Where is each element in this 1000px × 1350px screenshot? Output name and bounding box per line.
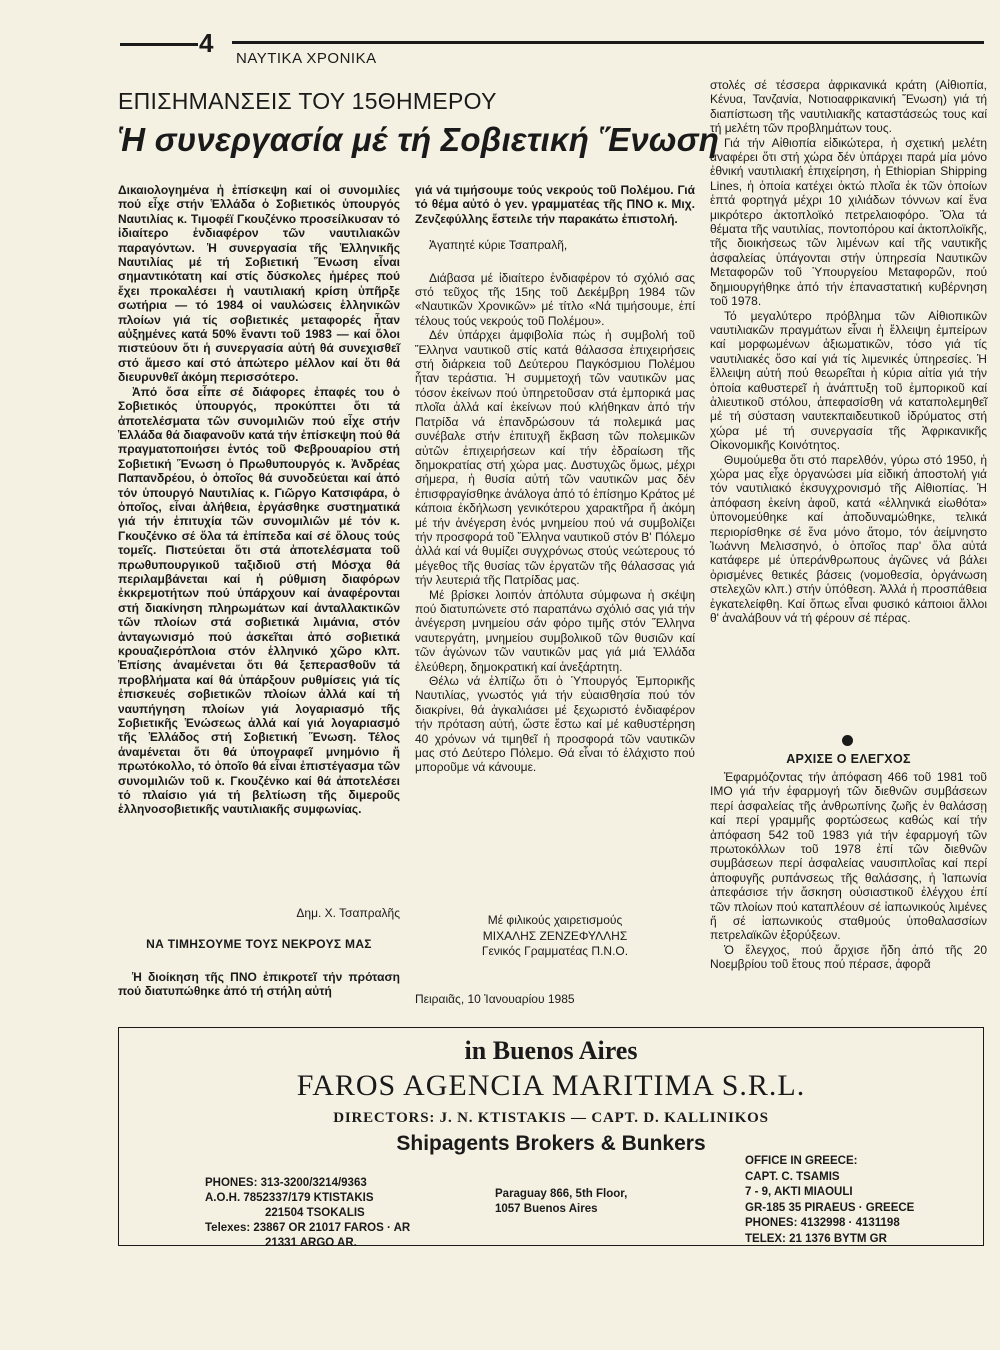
letter-paragraph: Θέλω νά ἐλπίζω ὅτι ὁ Ὑπουργός Ἐμπορικῆς Ναυτιλίας, γνωστός γιά τήν εὐαισθησία πού τόν διακρίνει, θά ἀγκαλιάσει μέ ξεχωριστό ἐνδιαφέρον τήν πρόταση αὐτή, ὥστε ἔστω καί μέ καθυστέρηση 40 χρόνων νά τιμηθεῖ ἡ προσφορά τῶν ναυτικῶν μας στό Δεύτερο Πόλεμο. Θά εἶναι τό ἐλάχιστο πού μποροῦμε νά κάνουμε. <box>415 674 695 775</box>
ad-office-greece <box>745 1154 975 1247</box>
article-paragraph: Ἀπό ὅσα εἶπε σέ διάφορες ἐπαφές του ὁ Σοβιετικός ὑπουργός, προκύπτει ὅτι τά ἀποτελέσματα τῶν συνομιλιῶν πού εἶχε στήν Ἑλλάδα θά διαφανοῦν κατά τήν ἐπίσκεψη πού θά πραγματοποιήσει ἐντός τοῦ Φεβρουαρίου στή Σοβιετική Ἕνωση ὁ Πρωθυπουργός κ. Ἀνδρέας Παπανδρέου, ὁ ὁποῖος θά συνοδεύεται καί ἀπό τόν ὑπουργό Ναυτιλίας κ. Γιῶργο Κατσιφάρα, ὁ ὁποῖος, εἶναι ἀλήθεια, ἐργάσθηκε συστηματικά γιά τήν ἐπιτυχία τῶν συνομιλιῶν μέ τόν κ. Γκουζένκο σέ ὅλα τά ἐπίπεδα καί σέ ὅλους τούς τομεῖς. Πιστεύεται ὅτι στά ἀποτελέσματα τοῦ πρωθυπουργικοῦ ταξιδιοῦ στή Μόσχα θά περιλαμβάνεται καί ἡ ρύθμιση διαφόρων ἐκκρεμοτήτων πού ὑπάρχουν καί ἀναφέρονται στή διακίνηση πληρωμάτων καί ἀνταλλακτικῶν τῶν πλοίων στά σοβιετικά λιμάνια, στόν ἀνταγωνισμό πού ἀσκεῖται ἀπό σοβιετικά κρουαζιερόπλοια στόν ἑλληνικό χῶρο κλπ. Ἐπίσης ἀναμένεται ὅτι θά ξεπερασθοῦν τά προβλήματα καί θά ὑπάρξουν ρυθμίσεις γιά τίς ἐπισκευές σοβιετικῶν πλοίων ἀλλά καί τή ναυπήγηση πλοίων γιά λογαριασμό τῆς Σοβιετικῆς Ἑνώσεως ἀλλά καί γιά λογαριασμό τῆς Ἑλλάδος στή Σοβιετική Ἕνωση. Τέλος ἀναμένεται ὅτι θά ὑπογραφεῖ μνημόνιο ἤ πρωτόκολλο, τό ὁποῖο θά εἶναι ἐπιστέγασμα τῶν συνομιλιῶν τοῦ κ. Γκουζένκο καί θά ἀποτελέσει τό πλαίσιο γιά τή βελτίωση τῆς διμεροῦς ἑλληνοσοβιετικῆς ναυτιλιακῆς συμφωνίας. <box>118 384 400 817</box>
ad-contacts-buenos-aires <box>205 1176 505 1251</box>
section-body <box>710 770 987 972</box>
letter-signer-name: ΜΙΧΑΛΗΣ ΖΕΝΖΕΦΥΛΛΗΣ <box>482 928 628 943</box>
col3-paragraph: Θυμούμεθα ὅτι στό παρελθόν, γύρω στό 1950, ἡ χώρα μας εἶχε ὀργανώσει μία εἰδική ἀποστολή γιά τόν ναυτιλιακό ἐκσυγχρονισμό τῆς Αἰθιοπίας. Ἡ ἀπόφαση ἐκείνη ἀφοῦ, κατά «ἑλληνικά εἰωθότα» ὑπονομεύθηκε καί ἀποδυναμώθηκε, τελικά περιορίσθηκε σέ ἕνα μόνο ἄτομο, τόν ἀείμνηστο Ἰωάννη Μελισσηνό, ὁ ὁποῖος παρ' ὅλα αὐτά κατάφερε μέ ὑπεράνθρωπους ἀγῶνες νά βάλει ὁρισμένες θετικές βάσεις (νομοθεσία, ὀργάνωση στελεχῶν κλπ.) στήν ὑπόθεση. Ἀλλά ἡ προσπάθεια ἐγκατελείφθη. Καί ὅπως εἶναι φυσικό κάποιοι ἄλλοι θ' ἀναλάβουν νά τή φέρουν σέ πέρας. <box>710 452 987 626</box>
section-paragraph: Ὁ ἔλεγχος, πού ἄρχισε ἤδη ἀπό τῆς 20 Νοεμβρίου τοῦ ἔτους πού πέρασε, ἀφορᾶ <box>710 942 987 972</box>
article-byline: Δημ. Χ. Τσαπραλῆς <box>296 906 400 920</box>
ad-aoh: A.O.H. 7852337/179 KTISTAKIS <box>205 1192 374 1204</box>
journal-title: ΝΑΥΤΙΚΑ ΧΡΟΝΙΚΑ <box>236 50 377 67</box>
ad-telexes: Telexes: 23867 OR 21017 FAROS · AR <box>205 1222 411 1234</box>
letter-paragraph: Διάβασα μέ ἰδιαίτερο ἐνδιαφέρον τό σχόλιό σας στό τεῦχος τῆς 15ης τοῦ Δεκέμβρη 1984 τῶν «Ναυτικῶν Χρονικῶν» μέ τίτλο «Νά τιμήσουμε, ἐπί τέλους τούς νεκρούς τοῦ Πολέμου». <box>415 270 695 328</box>
article-paragraph: Δικαιολογημένα ἡ ἐπίσκεψη καί οἱ συνομιλίες πού εἶχε στήν Ἑλλάδα ὁ Σοβιετικός ὑπουργός Ναυτιλίας κ. Τιμοφέϊ Γκουζένκο προσείλκυσαν τό ἰδιαίτερο ἐνδιαφέρον τῶν ναυτιλιακῶν παραγόντων. Ἡ συνεργασία τῆς Ἑλληνικῆς Ναυτιλίας μέ τή Σοβιετική Ἕνωση εἶναι σημαντικότατη καί στίς δύσκολες ἡμέρες πού ἔχει προκαλέσει ἡ ναυτιλιακή κρίση ὑπῆρξε σωτήρια — τό 1984 οἱ ναυλώσεις ἑλληνικῶν πλοίων γιά τίς σοβιετικές μεταφορές ἦταν αὐξημένες κατά 50% ἔναντι τοῦ 1983 — καί ὅλοι πιστεύουν ὅτι ἡ συνεργασία αὐτή θά συνεχισθεῖ στό ἄμεσο καί στό ἀπώτερο μέλλον καί ὅτι θά διευρυνθεῖ ἀκόμη περισσότερο. <box>118 183 400 385</box>
col3-paragraph: στολές σέ τέσσερα ἀφρικανικά κράτη (Αἰθιοπία, Κένυα, Τανζανία, Νοτιοαφρικανική Ἕνωση) γιά τή διαπίστωση τῆς ναυτιλιακῆς καταστάσεώς τους καί τή μελέτη τῶν προβλημάτων τους. <box>710 78 987 136</box>
page-number: 4 <box>199 28 214 58</box>
col3-paragraph: Γιά τήν Αἰθιοπία εἰδικώτερα, ἡ σχετική μελέτη ἀναφέρει ὅτι στή χώρα δέν ὑπάρχει παρά μία μόνο ἐθνική ναυτιλιακή ἐπιχείρηση, ἡ Ethiopian Shipping Lines, ἡ ὁποία κατέχει ὀκτώ πλοῖα ἐκ τῶν ὁποίων ἑπτά φορτηγά μέχρι 10 χιλιάδων τόννων καί ἕνα μικρότερο ἀκτοπλοϊκό πετρελαιοφόρο. Ὅλα τά θέματα τῆς ναυτιλίας, ποντοπόρου καί ἀκτοπλοϊκῆς, τῆς διοικήσεως τῶν λιμένων καί τῆς ναυτικῆς ἀσφαλείας ὑπάγονται στήν ὑπηρεσία Ναυτικῶν Μεταφορῶν τοῦ Ὑπουργείου Μεταφορῶν, πού δημιουργήθηκε ἀπό τήν ἐπαναστατική κυβέρνηση τοῦ 1978. <box>710 135 987 309</box>
ad-address-line-2: 1057 Buenos Aires <box>495 1203 598 1215</box>
article-kicker: ΕΠΙΣΗΜΑΝΣΕΙΣ ΤΟΥ 15ΘΗΜΕΡΟΥ <box>118 88 497 114</box>
article-column-3 <box>710 78 987 625</box>
letter-heading: ΝΑ ΤΙΜΗΣΟΥΜΕ ΤΟΥΣ ΝΕΚΡΟΥΣ ΜΑΣ <box>146 937 372 951</box>
ad-address-line-1: Paraguay 866, 5th Floor, <box>495 1188 628 1200</box>
ad-directors: DIRECTORS: J. N. KTISTAKIS — CAPT. D. KALLINIKOS <box>333 1110 769 1126</box>
section-heading: ΑΡΧΙΣΕ Ο ΕΛΕΓΧΟΣ <box>786 752 911 766</box>
letter-intro-part-1 <box>118 970 400 999</box>
letter-column <box>415 183 695 775</box>
ad-address <box>495 1187 695 1217</box>
ad-location: in Buenos Aires <box>464 1036 638 1065</box>
ad-greece-contact: CAPT. C. TSAMIS <box>745 1170 840 1183</box>
ad-greece-phones: PHONES: 4132998 · 4131198 <box>745 1217 900 1229</box>
letter-intro-part-2: γιά νά τιμήσουμε τούς νεκρούς τοῦ Πολέμου. Γιά τό θέμα αὐτό ὁ γεν. γραμματέας τῆς ΠΝΟ κ. Μιχ. Ζενζεφύλλης ἔστειλε τήν παρακάτω ἐπιστολή. <box>415 183 695 226</box>
col3-paragraph: Τό μεγαλύτερο πρόβλημα τῶν Αἰθιοπικῶν ναυτιλιακῶν πραγμάτων εἶναι ἡ ἔλλειψη ἐμπείρων καί μορφωμένων ἀξιωματικῶν, τόσο γιά τίς ναυτιλιακές ὅσο καί γιά τίς λιμενικές ὑπηρεσίες. Ἡ ἔλλειψη αὐτή πού θεωρεῖται ἡ κύρια αἰτία γιά τήν ὁποία καθυστερεῖ ἡ ἀνάπτυξη τοῦ ἐμπορικοῦ καί ἁλιευτικοῦ στόλου, ἀπεφασίσθη νά καταπολεμηθεῖ μέ τή σύσταση ναυτεκπαιδευτικοῦ ἱδρύματος στή χώρα μέ τή συνεργασία τῆς Ἀφρικανικῆς Οἰκονομικῆς Κοινότητος. <box>710 308 987 453</box>
ad-phones: PHONES: 313-3200/3214/9363 <box>205 1177 367 1189</box>
article-column-1 <box>118 183 400 817</box>
ad-greece-heading: OFFICE IN GREECE: <box>745 1155 858 1167</box>
section-bullet-icon <box>842 735 853 746</box>
header-rule-right <box>232 41 984 44</box>
header-rule-left <box>120 43 198 46</box>
letter-paragraph: Δέν ὑπάρχει ἀμφιβολία πώς ἡ συμβολή τοῦ Ἕλληνα ναυτικοῦ στίς κατά θάλασσα ἐπιχειρήσεις στή διάρκεια τοῦ Δεύτερου Παγκόσμιου Πολέμου ἦταν τεράστια. Ἡ συμμετοχή τῶν ναυτικῶν μας τόσον ἐκείνων πού ὑπηρετοῦσαν στά ἐμπορικά μας πλοῖα ἀλλά καί ἐκείνων πού κλήθηκαν ἀπό τήν Πατρίδα νά ἐπανδρώσουν τά πολεμικά μας συνέβαλε στήν ἐπιτυχῆ ἔκβαση τῶν πολεμικῶν αὐτῶν ἐπιχειρήσεων καί τήν ἑδραίωση τῆς δημοκρατίας στή χώρα μας. Δυστυχῶς ὅμως, μέχρι σήμερα, ἡ θυσία αὐτή τῶν ναυτικῶν μας δέν ἐπισφραγίσθηκε ἀνάλογα ἀπό τό ἐπίσημο Κράτος μέ κάποια ἐκδήλωση γενικότερου χαρακτῆρα ἤ ἀκόμη μέ τήν ἀνέγερση ἑνός μνημείου πού νά συμβολίζει τήν προσφορά τοῦ Ἕλληνα ναυτικοῦ στόν Β' Πόλεμο ἀλλά καί νά θυμίζει συγχρόνως στούς νεώτερους τό μέγεθος τῆς θυσίας τῶν ἐργατῶν τῆς θάλασσας γιά τήν λευτεριά τῆς Πατρίδας μας. <box>415 328 695 588</box>
letter-signoff <box>415 913 695 960</box>
ad-greece-street: 7 - 9, AKTI MIAOULI <box>745 1186 853 1198</box>
ad-tagline: Shipagents Brokers & Bunkers <box>396 1132 706 1155</box>
letter-paragraph: Μέ βρίσκει λοιπόν ἀπόλυτα σύμφωνα ἡ σκέψη πού διατυπώνετε στό παραπάνω σχόλιό σας γιά τήν ἀνέγερση μνημείου σάν φόρο τιμῆς στόν Ἕλληνα ναυτεργάτη, μνημείου συμβολικοῦ τῶν θυσιῶν καί τῶν ἀγώνων τῶν ναυτικῶν μας γιά μιά Ἑλλάδα ἐλεύθερη, δημοκρατική καί ἀνεξάρτητη. <box>415 587 695 674</box>
ad-company-name: FAROS AGENCIA MARITIMA S.R.L. <box>296 1069 806 1102</box>
letter-salutation: Ἀγαπητέ κύριε Τσαπραλῆ, <box>429 238 568 253</box>
letter-date-place: Πειραιᾶς, 10 Ἰανουαρίου 1985 <box>415 992 575 1006</box>
letter-closing: Μέ φιλικούς χαιρετισμούς <box>487 913 623 927</box>
ad-greece-telex: TELEX: 21 1376 BYTM GR <box>745 1232 887 1245</box>
letter-intro-text: Ἡ διοίκηση τῆς ΠΝΟ ἐπικροτεῖ τήν πρόταση πού διατυπώθηκε ἀπό τή στήλη αὐτή <box>118 970 400 999</box>
ad-telexes-2: 21331 ARGO AR. <box>265 1237 357 1249</box>
letter-signer-title: Γενικός Γραμματέας Π.Ν.Ο. <box>481 944 629 958</box>
ad-greece-city: GR-185 35 PIRAEUS · GREECE <box>745 1201 915 1214</box>
article-headline: Ἡ συνεργασία μέ τή Σοβιετική Ἕνωση <box>118 121 720 158</box>
ad-aoh-2: 221504 TSOKALIS <box>265 1207 365 1219</box>
section-paragraph: Ἐφαρμόζοντας τήν ἀπόφαση 466 τοῦ 1981 τοῦ ΙΜΟ γιά τήν ἐφαρμογή τῶν διεθνῶν συμβάσεων περί ἀσφαλείας τῆς ἀνθρωπίνης ζωῆς ἐν θαλάσσῃ καί περί γραμμῆς φορτώσεως καθώς καί τήν ἀπόφαση 542 τοῦ 1983 γιά τήν ἐφαρμογή τῶν πρωτοκόλλων τοῦ 1978 ἐπί τῶν διεθνῶν συμβάσεων περί ἀσφαλείας ναυσιπλοΐας καί περί ἀποφυγῆς ρυπάνσεως τῆς θαλάσσης, ἡ Ἰαπωνία ἀπεφάσισε τήν ἄσκηση οὐσιαστικοῦ ἐλέγχου ἐπί τῶν πλοίων πού καταπλέουν σέ ἰαπωνικούς λιμένες ἤ σέ ἰαπωνικούς σταθμούς ὑποθαλασσίων πετρελαϊκῶν ἐξορύξεων. <box>710 770 987 943</box>
